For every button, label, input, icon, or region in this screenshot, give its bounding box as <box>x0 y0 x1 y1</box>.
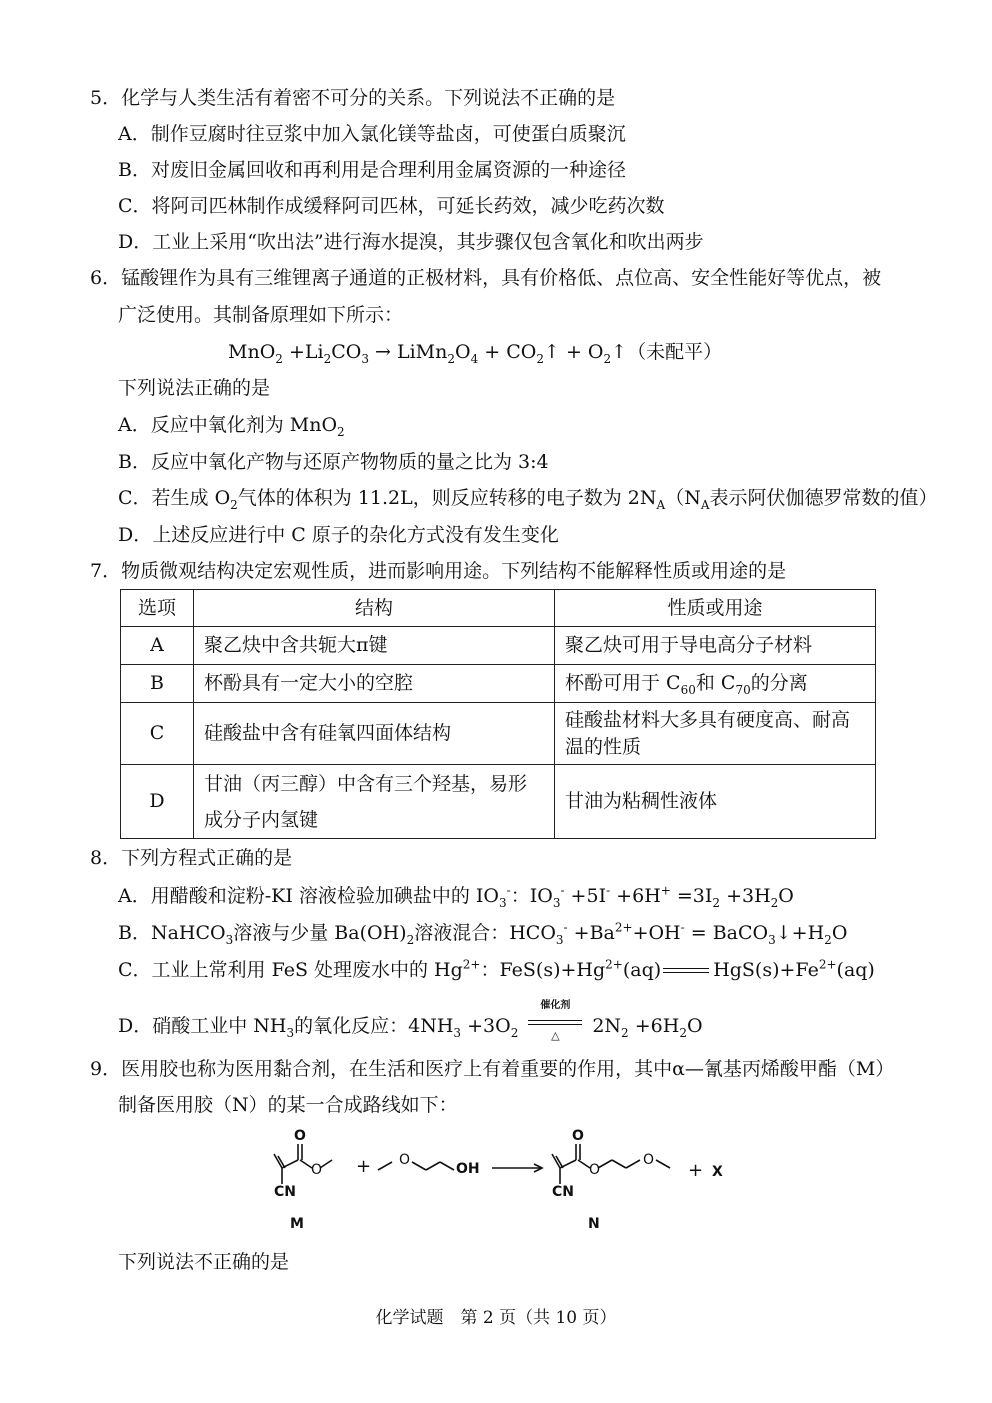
question-8-option-b: B．NaHCO$_3$溶液与少量 $Ba(OH)_2$溶液混合：$HCO_3^- +Ba^{2+}+OH^-$ = $BaCO_3↓+H_2O$ <box>118 920 848 947</box>
equilibrium-sign <box>661 961 713 981</box>
option-c-label2: ： <box>480 959 500 981</box>
question-6-stem-line2: 广泛使用。其制备原理如下所示： <box>118 304 404 326</box>
heat-label: △ <box>551 1029 560 1042</box>
use-line2: 温的性质 <box>565 735 642 758</box>
question-8-option-c: C．工业上常利用 FeS 处理废水中的 $Hg^{2+}$：$FeS(s)+Hg^{2+}(aq)$ $HgS(s)+Fe^{2+}(aq)$ <box>118 957 875 981</box>
option-d-label2: 的氧化反应： <box>294 1015 409 1037</box>
table-row <box>121 627 876 665</box>
option-c-label: C．工业上常利用 FeS 处理废水中的 Hg <box>118 959 463 981</box>
m-carbonyl-o: O <box>294 1128 306 1144</box>
use-pre: 杯酚可用于 C <box>565 672 681 694</box>
use-sub1: 60 <box>680 682 696 697</box>
m-cn: CN <box>274 1184 296 1200</box>
question-6-equation: $MnO_2 +Li_2CO_3$ → $LiMn_2O_4$ + $CO_2↑$ + $O_2↑$（未配平） <box>228 341 723 366</box>
table-header-row <box>121 590 876 627</box>
cell-option: B <box>121 665 194 703</box>
reagent-oh: OH <box>456 1161 480 1177</box>
structure-line1: 甘油（丙三醇）中含有三个羟基，易形 <box>204 772 528 795</box>
plus-sign-1: + <box>356 1156 372 1177</box>
reagent-o: O <box>399 1152 411 1168</box>
option-a-sub: 2 <box>337 424 345 439</box>
page-footer: 化学试题 第 2 页（共 10 页） <box>375 1308 617 1328</box>
question-5-option-d: D．工业上采用“吹出法”进行海水提溴，其步骤仅包含氧化和吹出两步 <box>118 231 704 253</box>
option-b-label2: 溶液与少量 Ba(OH) <box>233 922 407 944</box>
option-c-end: 表示阿伏伽德罗常数的值） <box>709 487 938 509</box>
option-c-mid: 气体的体积为 11.2L，则反应转移的电子数为 2N <box>237 487 657 509</box>
question-9-prompt: 下列说法不正确的是 <box>118 1251 290 1273</box>
product-x: X <box>712 1164 723 1180</box>
n-ether-o: O <box>643 1152 655 1168</box>
catalyst-label: 催化剂 <box>540 1000 571 1011</box>
n-cn: CN <box>552 1184 574 1200</box>
question-6-option-c: C．若生成 $O_2$气体的体积为 11.2L，则反应转移的电子数为 $2N_A(N_A$表示阿伏伽德罗常数的值） <box>118 487 938 512</box>
synthesis-scheme <box>260 1128 740 1238</box>
cell-structure: 聚乙炔中含共轭大π键 <box>194 627 555 665</box>
question-5-option-b: B．对废旧金属回收和再利用是合理利用金属资源的一种途径 <box>118 159 626 181</box>
option-a-label: A．用醋酸和淀粉-KI 溶液检验加碘盐中的 IO <box>118 885 500 907</box>
cell-use <box>555 703 876 765</box>
use-post: 的分离 <box>750 672 808 694</box>
header-use: 性质或用途 <box>555 590 876 627</box>
use-mid: 和 C <box>695 672 736 694</box>
option-b-label3: 溶液混合： <box>414 922 510 944</box>
table-row <box>121 665 876 703</box>
option-a-text: A．反应中氧化剂为 MnO <box>118 414 338 436</box>
question-5-option-a: A．制作豆腐时往豆浆中加入氯化镁等盐卤，可使蛋白质聚沉 <box>118 123 626 145</box>
use-sub2: 70 <box>735 682 751 697</box>
option-c-post: （N <box>665 487 701 509</box>
cell-structure: 杯酚具有一定大小的空腔 <box>194 665 555 703</box>
use-line1: 硅酸盐材料大多具有硬度高、耐高 <box>565 708 851 731</box>
question-6-stem-line1: 6．锰酸锂作为具有三维锂离子通道的正极材料，具有价格低、点位高、安全性能好等优点，被 <box>90 267 882 289</box>
option-b-label: B．NaHCO <box>118 922 226 944</box>
cell-structure <box>194 765 555 839</box>
question-5-option-c: C．将阿司匹林制作成缓释阿司匹林，可延长药效，减少吃药次数 <box>118 195 665 217</box>
structure-line2: 成分子内氢键 <box>204 808 319 831</box>
cell-option: A <box>121 627 194 665</box>
cell-use: 甘油为粘稠性液体 <box>555 765 876 839</box>
cell-use: 聚乙炔可用于导电高分子材料 <box>555 627 876 665</box>
question-9-stem-line1: 9．医用胶也称为医用黏合剂，在生活和医疗上有着重要的作用，其中α—氰基丙烯酸甲酯（M） <box>90 1058 895 1080</box>
question-8-option-d: D．硝酸工业中 $NH_3$的氧化反应：$4NH_3 +3O_2$ 催化剂 △ $2N_2 +6H_2O$ <box>118 1014 703 1038</box>
m-ester-o: O <box>311 1162 323 1178</box>
question-5-stem: 5．化学与人类生活有着密不可分的关系。下列说法不正确的是 <box>90 87 616 109</box>
plus-sign-2: + <box>688 1160 704 1181</box>
header-option: 选项 <box>121 590 194 627</box>
cell-option: C <box>121 703 194 765</box>
question-8-option-a: A．用醋酸和淀粉-KI 溶液检验加碘盐中的 $IO_3^-$：$IO_3^- +5I^- +6H^+ =3I_2 +3H_2O$ <box>118 883 794 910</box>
question-8-stem: 8．下列方程式正确的是 <box>90 847 293 869</box>
equation-note: （未配平） <box>627 341 723 363</box>
question-7-stem: 7．物质微观结构决定宏观性质，进而影响用途。下列结构不能解释性质或用途的是 <box>90 560 787 582</box>
option-d-label: D．硝酸工业中 NH <box>118 1015 287 1037</box>
header-structure: 结构 <box>194 590 555 627</box>
synthesis-scheme-svg <box>260 1128 740 1238</box>
n-ester-o: O <box>589 1162 601 1178</box>
question-6-option-d: D．上述反应进行中 C 原子的杂化方式没有发生变化 <box>118 524 559 546</box>
question-7-table <box>120 589 876 839</box>
cell-structure: 硅酸盐中含有硅氧四面体结构 <box>194 703 555 765</box>
cell-option: D <box>121 765 194 839</box>
question-6-prompt: 下列说法正确的是 <box>118 377 271 399</box>
n-carbonyl-o: O <box>572 1128 584 1144</box>
question-6-option-a <box>118 413 345 437</box>
catalyst-arrow <box>522 1000 588 1042</box>
question-9-stem-line2: 制备医用胶（N）的某一合成路线如下： <box>118 1094 458 1116</box>
cell-use <box>555 665 876 703</box>
label-m: M <box>290 1216 304 1232</box>
question-6-option-b: B．反应中氧化产物与还原产物物质的量之比为 3:4 <box>118 451 549 473</box>
table-row <box>121 703 876 765</box>
table-row <box>121 765 876 839</box>
option-c-pre: C．若生成 O <box>118 487 231 509</box>
label-n: N <box>588 1216 600 1232</box>
